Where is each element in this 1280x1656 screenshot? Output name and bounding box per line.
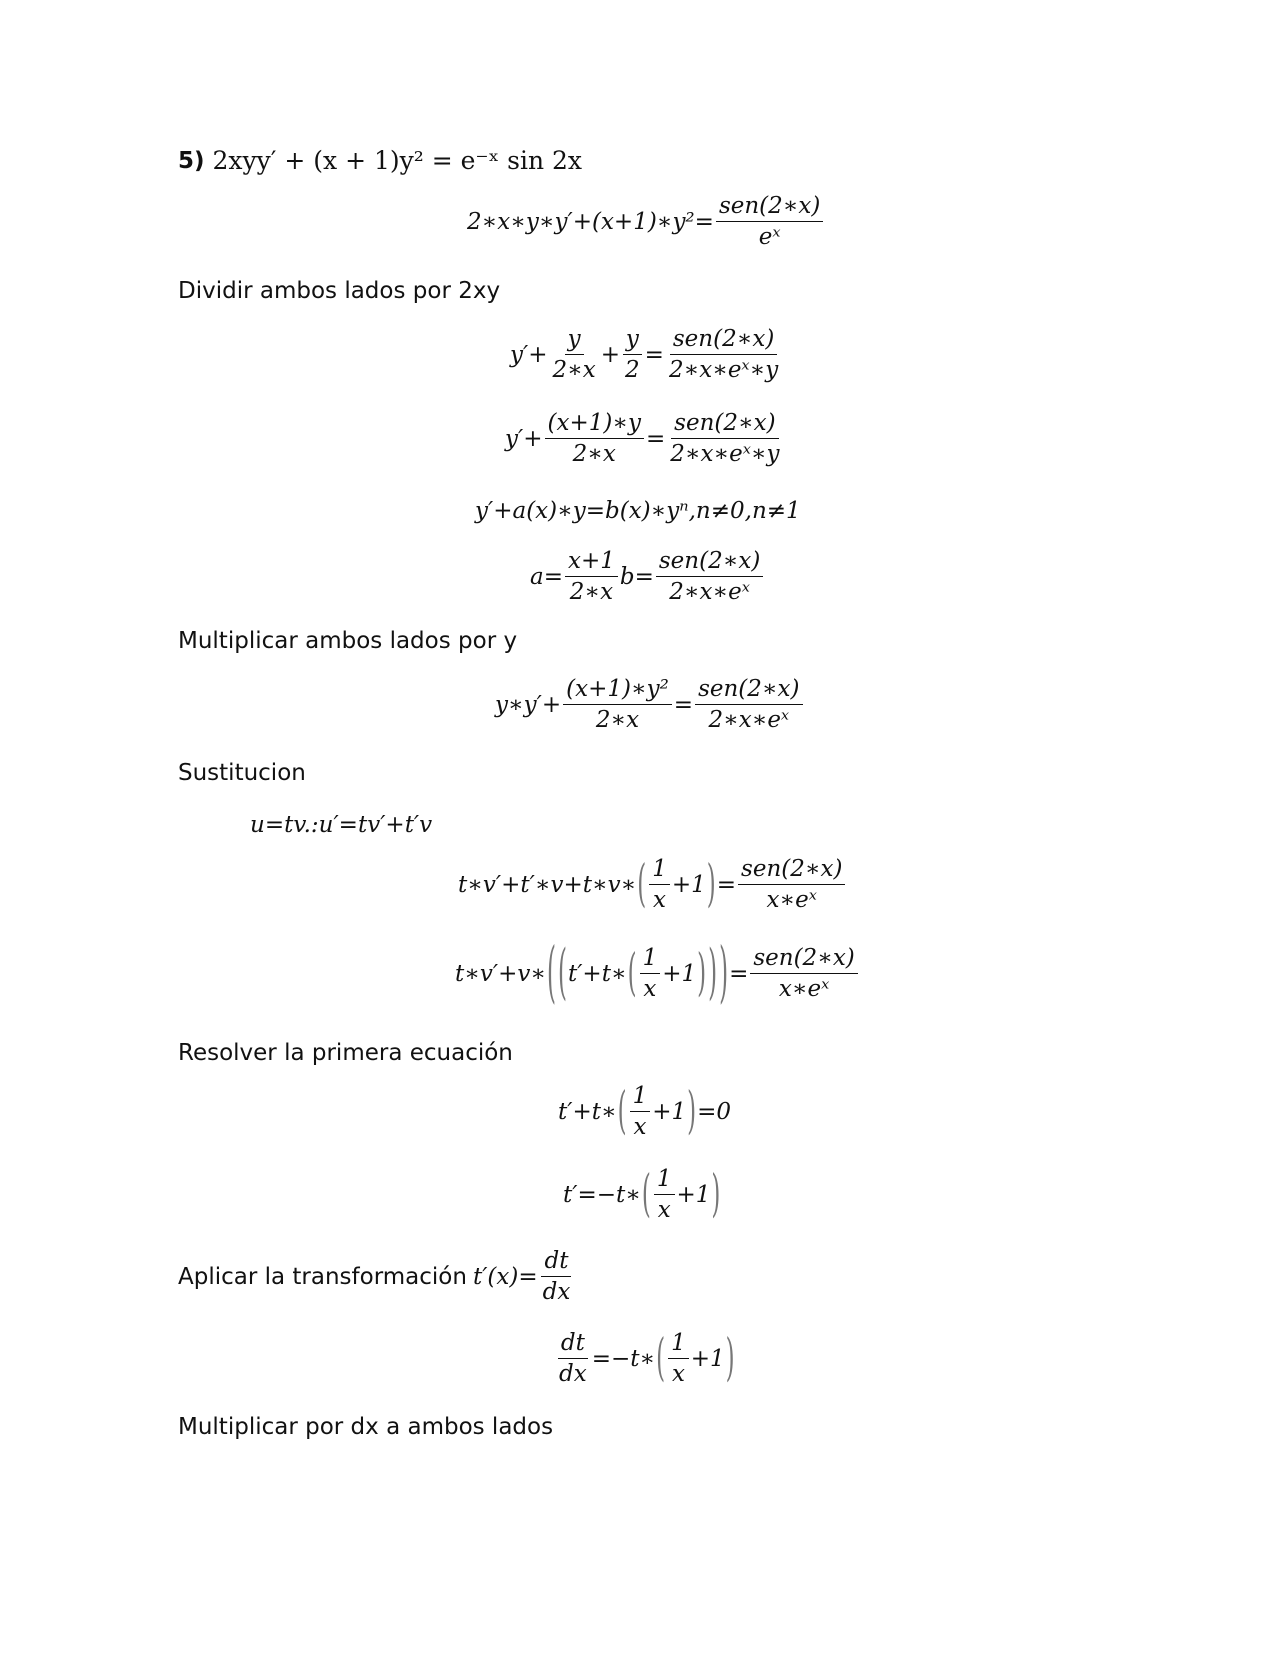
- step-aplicar-text: Aplicar la transformación: [178, 1263, 467, 1290]
- equation-4: y′+a(x)∗y=b(x)∗yⁿ,n≠0,n≠1: [475, 498, 801, 524]
- step-multiplicar-dx: Multiplicar por dx a ambos lados: [178, 1414, 554, 1440]
- eq10-rparen: ): [687, 1083, 697, 1141]
- equation-10: [558, 1083, 731, 1141]
- eq2-f1-den: 2∗x: [552, 357, 596, 384]
- equation-11: [563, 1166, 721, 1224]
- equation-7: u=tv.:u′=tv′+t′v: [250, 812, 433, 838]
- eq13-rparen: ): [725, 1330, 735, 1388]
- eq6-f-num: (x+1)∗y²: [563, 676, 672, 705]
- eq11-p-den: x: [657, 1197, 671, 1224]
- eq8-lparen: (: [637, 856, 647, 914]
- eq10-p-rest: +1: [652, 1098, 687, 1125]
- eq11-fraction: [654, 1166, 675, 1224]
- eq12-tx: t′(x)=: [472, 1263, 538, 1290]
- eq5-a-den: 2∗x: [569, 579, 614, 606]
- equation-5: [530, 548, 765, 606]
- eq3-lhs: y′+: [505, 425, 543, 452]
- eq13-den: dx: [559, 1361, 587, 1388]
- eq3-rhs-den: 2∗x∗eˣ∗y: [670, 441, 780, 468]
- eq8-rhs-den: x∗eˣ: [766, 887, 817, 914]
- eq1-lhs: 2∗x∗y∗y′+(x+1)∗y²=: [467, 208, 714, 235]
- eq13-p-den: x: [671, 1361, 685, 1388]
- eq8-lhs: t∗v′+t′∗v+t∗v∗: [458, 871, 637, 898]
- eq9-lparen: (: [627, 945, 637, 1003]
- eq2-rhs-den: 2∗x∗eˣ∗y: [668, 357, 779, 384]
- eq8-p-rest: +1: [671, 871, 706, 898]
- eq5-a-fraction: [565, 548, 618, 606]
- eq2-rhs-num: sen(2∗x): [670, 326, 777, 355]
- eq6-f-den: 2∗x: [595, 707, 640, 734]
- eq8-p-num: 1: [649, 856, 670, 885]
- eq9-inner: t′+t∗: [567, 960, 627, 987]
- eq9-rparen-outer: ): [719, 936, 729, 1012]
- eq2-plus: +: [600, 341, 621, 368]
- eq3-f-num: (x+1)∗y: [545, 410, 644, 439]
- eq8-equals: =: [716, 871, 737, 898]
- eq5-a-num: x+1: [565, 548, 618, 577]
- eq9-equals: =: [729, 960, 749, 987]
- eq2-fraction-2: [622, 326, 643, 384]
- eq9-rparen: ): [697, 945, 707, 1003]
- equation-6: [495, 676, 805, 734]
- eq3-fraction-rhs: [667, 410, 782, 468]
- eq5-b: b=: [619, 563, 654, 590]
- eq8-rhs-num: sen(2∗x): [738, 856, 845, 885]
- eq6-rhs-num: sen(2∗x): [695, 676, 802, 705]
- eq9-rhs-den: x∗eˣ: [778, 976, 830, 1003]
- equation-13: [554, 1330, 736, 1388]
- eq2-f2-num: y: [623, 326, 642, 355]
- eq10-lparen: (: [617, 1083, 627, 1141]
- eq9-p-rest: +1: [662, 960, 697, 987]
- eq9-p-num: 1: [640, 945, 661, 974]
- eq12-num: dt: [541, 1248, 571, 1277]
- eq8-p-den: x: [653, 887, 667, 914]
- step-resolver: Resolver la primera ecuación: [178, 1040, 513, 1066]
- eq9-inner-fraction: [640, 945, 661, 1003]
- eq9-fraction-rhs: [750, 945, 857, 1003]
- eq2-f1-num: y: [565, 326, 584, 355]
- eq9-rparen-mid: ): [708, 940, 718, 1008]
- eq1-denominator: eˣ: [758, 224, 781, 251]
- eq3-rhs-num: sen(2∗x): [671, 410, 778, 439]
- equation-8: [458, 856, 847, 914]
- eq10-fraction: [630, 1083, 651, 1141]
- eq12-den: dx: [542, 1279, 571, 1306]
- eq2-fraction-1: [550, 326, 599, 384]
- eq3-fraction: [545, 410, 644, 468]
- equation-9: [455, 936, 860, 1012]
- eq5-b-den: 2∗x∗eˣ: [669, 579, 750, 606]
- eq11-p-rest: +1: [676, 1181, 711, 1208]
- eq13-mid: =−t∗: [591, 1345, 656, 1372]
- eq11-lparen: (: [641, 1166, 651, 1224]
- step-dividir: Dividir ambos lados por 2xy: [178, 278, 501, 304]
- problem-statement: 2xyy′ + (x + 1)y² = e⁻ˣ sin 2x: [212, 146, 583, 175]
- eq5-b-fraction: [656, 548, 763, 606]
- eq13-num: dt: [558, 1330, 588, 1359]
- eq10-p-den: x: [633, 1114, 647, 1141]
- equation-1: [467, 193, 825, 251]
- eq6-fraction: [563, 676, 672, 734]
- eq11-p-num: 1: [654, 1166, 675, 1195]
- eq9-rhs-num: sen(2∗x): [750, 945, 857, 974]
- step-aplicar: [178, 1248, 575, 1306]
- eq6-lhs: y∗y′+: [495, 691, 562, 718]
- eq9-lparen-outer: (: [547, 936, 556, 1012]
- eq1-numerator: sen(2∗x): [716, 193, 823, 222]
- eq13-lparen: (: [656, 1330, 666, 1388]
- eq9-lparen-mid: (: [557, 940, 567, 1008]
- eq2-f2-den: 2: [625, 357, 640, 384]
- eq6-equals: =: [673, 691, 694, 718]
- eq11-rparen: ): [711, 1166, 721, 1224]
- eq5-a: a=: [530, 563, 563, 590]
- eq8-fraction-rhs: [738, 856, 845, 914]
- eq12-fraction: [540, 1248, 574, 1306]
- eq6-rhs-den: 2∗x∗eˣ: [708, 707, 790, 734]
- eq2-equals: =: [644, 341, 664, 368]
- eq3-f-den: 2∗x: [572, 441, 616, 468]
- eq6-fraction-rhs: [695, 676, 802, 734]
- eq5-b-num: sen(2∗x): [656, 548, 763, 577]
- eq2-fraction-rhs: [666, 326, 781, 384]
- eq10-lhs: t′+t∗: [558, 1098, 617, 1125]
- eq9-lhs: t∗v′+v∗: [455, 960, 546, 987]
- eq10-rhs: =0: [697, 1098, 732, 1125]
- eq1-fraction: [716, 193, 823, 251]
- eq3-equals: =: [645, 425, 666, 452]
- eq8-inner-fraction: [649, 856, 670, 914]
- eq2-lhs: y′+: [510, 341, 548, 368]
- eq13-inner-fraction: [668, 1330, 689, 1388]
- eq11-lhs: t′=−t∗: [563, 1181, 641, 1208]
- eq13-p-rest: +1: [690, 1345, 725, 1372]
- equation-3: [505, 410, 785, 468]
- problem-heading: [178, 146, 582, 175]
- equation-2: [510, 326, 783, 384]
- problem-number: 5): [178, 147, 205, 174]
- step-multiplicar-y: Multiplicar ambos lados por y: [178, 628, 518, 654]
- eq10-p-num: 1: [630, 1083, 651, 1112]
- eq13-fraction: [556, 1330, 590, 1388]
- eq9-p-den: x: [643, 976, 657, 1003]
- eq13-p-num: 1: [668, 1330, 689, 1359]
- eq12: [473, 1248, 575, 1306]
- eq8-rparen: ): [706, 856, 716, 914]
- step-sustitucion: Sustitucion: [178, 760, 306, 786]
